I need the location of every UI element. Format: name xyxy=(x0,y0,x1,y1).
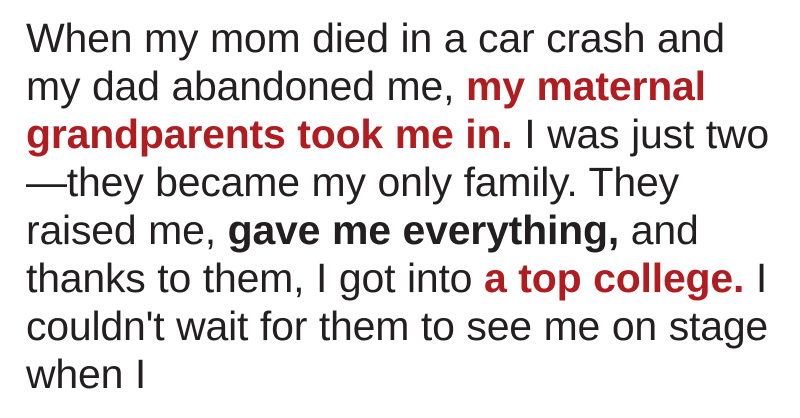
text-segment-4: I couldn't wait for them to see me on stage when I xyxy=(26,255,769,397)
text-segment-3: and thanks to them, I got into xyxy=(26,207,699,301)
text-segment-highlight-2: a top college. xyxy=(483,255,745,301)
text-segment-highlight-1: my maternal grandparents took me in. xyxy=(26,63,706,157)
text-segment-1: When my mom died in a car crash and my dad abandoned me, xyxy=(26,15,725,109)
text-segment-bold-1: gave me everything, xyxy=(227,207,620,253)
text-segment-2: I was just two—they became my only family. They raised me, xyxy=(26,111,769,253)
story-paragraph xyxy=(26,14,774,398)
